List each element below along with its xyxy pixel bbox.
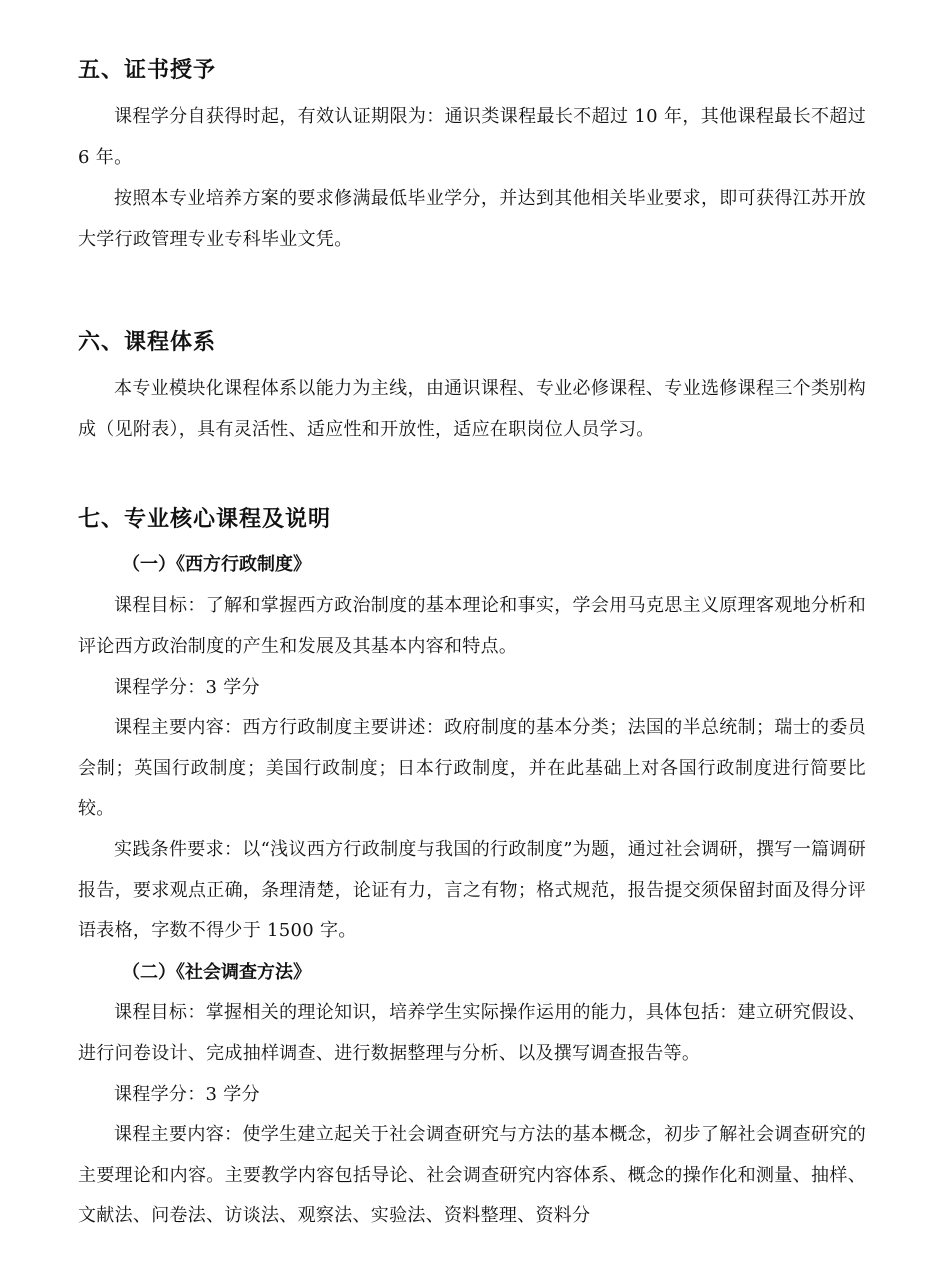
course-1-content: 课程主要内容：西方行政制度主要讲述：政府制度的基本分类；法国的半总统制；瑞士的委员会制；英国行政制度；美国行政制度；日本行政制度，并在此基础上对各国行政制度进行简要比较。 (78, 717, 866, 820)
section-6-heading: 六、课程体系 (78, 330, 217, 355)
section-6-paragraph-1: 本专业模块化课程体系以能力为主线，由通识课程、专业必修课程、专业选修课程三个类别构成（见附表），具有灵活性、适应性和开放性，适应在职岗位人员学习。 (78, 378, 866, 440)
section-5-paragraph-1: 课程学分自获得时起，有效认证期限为：通识类课程最长不超过 10 年，其他课程最长不超过 6 年。 (78, 106, 866, 168)
course-1-credit: 课程学分：3 学分 (114, 677, 260, 698)
course-2-credit: 课程学分：3 学分 (114, 1084, 260, 1105)
section-5-heading: 五、证书授予 (78, 58, 217, 83)
course-1-practice: 实践条件要求：以“浅议西方行政制度与我国的行政制度”为题，通过社会调研，撰写一篇调研报告，要求观点正确，条理清楚，论证有力，言之有物；格式规范，报告提交须保留封面及得分评语表格，字数不得少于 1500 字。 (78, 839, 866, 942)
course-2-content: 课程主要内容：使学生建立起关于社会调查研究与方法的基本概念，初步了解社会调查研究的主要理论和内容。主要教学内容包括导论、社会调查研究内容体系、概念的操作化和测量、抽样、文献法、问卷法、访谈法、观察法、实验法、资料整理、资料分 (78, 1124, 866, 1227)
section-7-heading: 七、专业核心课程及说明 (78, 507, 332, 532)
course-1-title: （一）《西方行政制度》 (122, 554, 311, 575)
course-1-goal: 课程目标：了解和掌握西方政治制度的基本理论和事实，学会用马克思主义原理客观地分析和评论西方政治制度的产生和发展及其基本内容和特点。 (78, 595, 866, 657)
section-5-paragraph-2: 按照本专业培养方案的要求修满最低毕业学分，并达到其他相关毕业要求，即可获得江苏开放大学行政管理专业专科毕业文凭。 (78, 188, 866, 250)
course-2-goal: 课程目标：掌握相关的理论知识，培养学生实际操作运用的能力，具体包括：建立研究假设、进行问卷设计、完成抽样调查、进行数据整理与分析、以及撰写调查报告等。 (78, 1002, 866, 1064)
course-2-title: （二）《社会调查方法》 (122, 962, 311, 983)
